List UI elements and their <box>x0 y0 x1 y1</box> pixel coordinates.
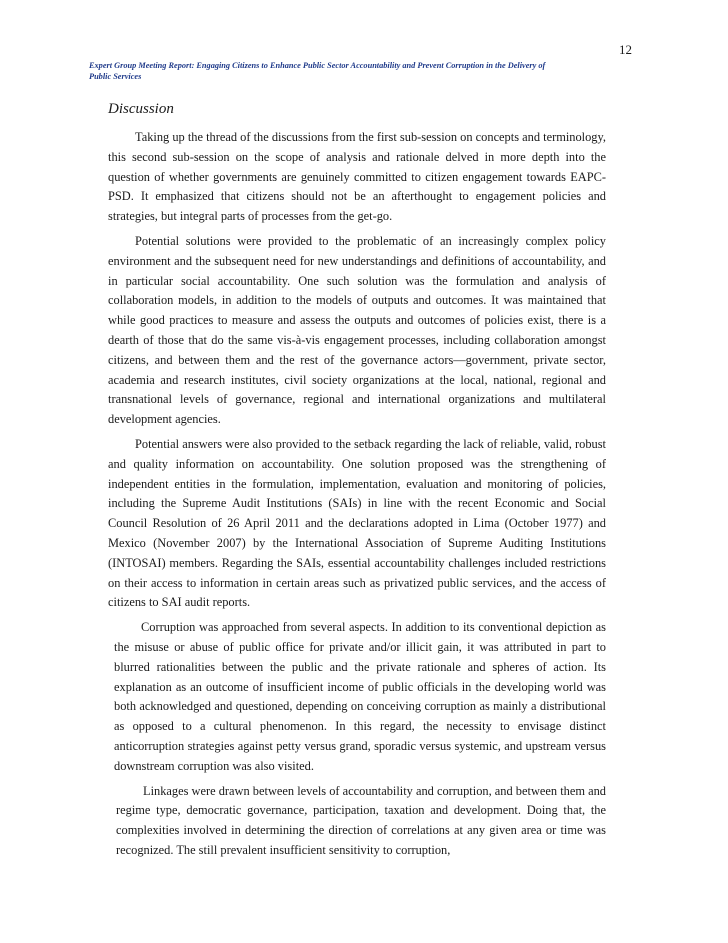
paragraph: Linkages were drawn between levels of accountability and corruption, and between them and regime type, democratic governance, participation, taxation and development. Doing that, the complexities involved in determining the direction of correlations at any given area or time was recognized. The still prevalent insufficient sensitivity to corruption, <box>116 783 606 857</box>
document-body <box>108 128 606 866</box>
section-heading: Discussion <box>108 101 174 117</box>
paragraph: Potential answers were also provided to the setback regarding the lack of reliable, valid, robust and quality information on accountability. One solution proposed was the strengthening of independent entities in the formulation, implementation, evaluation and monitoring of policies, including the Supreme Audit Institutions (SAIs) in line with the recent Economic and Social Council Resolution of 26 April 2011 and the declarations adopted in Lima (October 1977) and Mexico (November 2007) by the International Association of Supreme Auditing Institutions (INTOSAI) members. Regarding the SAIs, essential accountability challenges included restrictions on their access to information in certain areas such as privatized public services, and the access of citizens to SAI audit reports. <box>108 436 606 610</box>
paragraph: Potential solutions were provided to the problematic of an increasingly complex policy environment and the subsequent need for new understandings and definitions of accountability, and in particular social accountability. One such solution was the formulation and analysis of collaboration models, in addition to the models of outputs and outcomes. It was maintained that while good practices to measure and assess the outputs and outcomes of policies exist, there is a dearth of those that do the same vis-à-vis engagement processes, including collaboration amongst citizens, and between them and the rest of the governance actors—government, private sector, academia and research institutes, civil society organizations at the local, national, regional and transnational levels of governance, regional and international organizations and multilateral development agencies. <box>108 233 606 427</box>
paragraph: Taking up the thread of the discussions from the first sub-session on concepts and terminology, this second sub-session on the scope of analysis and rationale delved in more depth into the question of whether governments are genuinely committed to citizen engagement towards EAPC-PSD. It emphasized that citizens should not be an afterthought to engagement policies and strategies, but integral parts of processes from the get-go. <box>108 130 606 224</box>
running-header: Expert Group Meeting Report: Engaging Citizens to Enhance Public Sector Accountability and Prevent Corruption in the Delivery of Public Services <box>89 61 546 81</box>
page-number: 12 <box>619 42 632 57</box>
paragraph: Corruption was approached from several aspects. In addition to its conventional depiction as the misuse or abuse of public office for private and/or illicit gain, it was attributed in part to blurred rationalities between the public and the private rationale and spheres of action. Its explanation as an outcome of insufficient income of public officials in the developing world was both acknowledged and questioned, depending on conceiving corruption as mainly a distributional as opposed to a cultural phenomenon. In this regard, the necessity to envisage distinct anticorruption strategies against petty versus grand, sporadic versus systemic, and upstream versus downstream corruption was also visited. <box>114 620 606 773</box>
